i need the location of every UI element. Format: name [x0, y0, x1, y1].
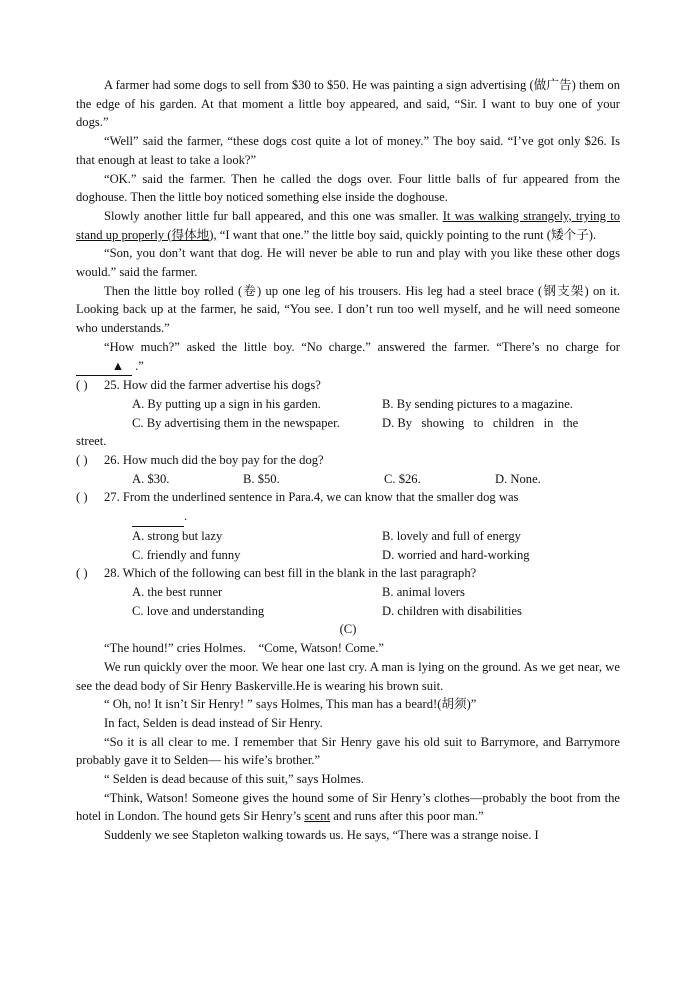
underlined-word: scent: [304, 809, 331, 824]
option-d: D. worried and hard-working: [382, 547, 530, 562]
answer-bracket: ( ): [76, 378, 88, 393]
text: Slowly another little fur ball appeared, and this one was smaller.: [104, 208, 443, 223]
period: .: [184, 509, 188, 524]
option-d: D. children with disabilities: [382, 603, 522, 618]
option-c: C. $26.: [384, 471, 421, 486]
answer-blank: ▲: [76, 357, 132, 377]
answer-bracket: ( ): [76, 453, 88, 468]
text: .”: [132, 358, 144, 373]
option-b: B. lovely and full of energy: [382, 528, 521, 543]
question-stem: 27. From the underlined sentence in Para.4, we can know that the smaller dog was: [104, 490, 519, 505]
paragraph: “ Oh, no! It isn’t Sir Henry! ” says Holmes, This man has a beard!(胡须)”: [104, 697, 477, 712]
underlined-sentence: It was walking strangely, trying to stand up properly (得体地),: [76, 208, 620, 242]
paragraph: “ Selden is dead because of this suit,” says Holmes.: [104, 772, 364, 787]
options-row: [76, 414, 620, 433]
text: “How much?” asked the little boy. “No charge.” answered the farmer. “There’s no charge for: [104, 339, 620, 354]
paragraph: [76, 338, 620, 376]
paragraph: “The hound!” cries Holmes. “Come, Watson! Come.”: [104, 641, 384, 656]
options-row: [76, 546, 620, 565]
option-d: D. None.: [495, 471, 541, 486]
question-25: [76, 376, 620, 395]
text: “Think, Watson! Someone gives the hound some of Sir Henry’s clothes—probably the boot from the hotel in London. The hound gets Sir Henry’s: [76, 790, 620, 824]
answer-bracket: ( ): [76, 566, 88, 581]
paragraph: [76, 789, 620, 826]
options-row: [76, 395, 620, 414]
question-stem: 25. How did the farmer advertise his dogs?: [104, 378, 321, 393]
option-d-wrap: street.: [76, 434, 107, 449]
paragraph: “OK.” said the farmer. Then he called the dogs over. Four little balls of fur appeared from the doghouse. Then the little boy noticed something else inside the doghouse.: [76, 171, 620, 205]
paragraph: We run quickly over the moor. We hear one last cry. A man is lying on the ground. As we get near, we see the dead body of Sir Henry Baskerville.He is wearing his brown suit.: [76, 659, 620, 693]
option-a: A. $30.: [132, 471, 170, 486]
option-a: A. strong but lazy: [132, 528, 223, 543]
option-c: C. love and understanding: [132, 603, 265, 618]
option-d: D. By showing to children in the: [382, 415, 579, 430]
paragraph: A farmer had some dogs to sell from $30 to $50. He was painting a sign advertising (做广告) them on the edge of his garden. At that moment a little boy appeared, and said, “Sir. I want to buy one of your dogs.”: [76, 78, 620, 130]
options-row: [76, 602, 620, 621]
text: “I want that one.” the little boy said, quickly pointing to the runt (矮个子).: [216, 227, 597, 242]
section-heading: (C): [339, 622, 357, 637]
question-27: [76, 488, 620, 507]
paragraph: [76, 207, 620, 244]
question-stem: 28. Which of the following can best fill in the blank in the last paragraph?: [104, 566, 477, 581]
paragraph: “Well” said the farmer, “these dogs cost quite a lot of money.” The boy said. “I’ve got only $26. Is that enough at least to take a look?”: [76, 134, 620, 167]
option-a: A. By putting up a sign in his garden.: [132, 396, 321, 411]
option-c: C. By advertising them in the newspaper.: [132, 415, 340, 430]
text: and runs after this poor man.”: [330, 809, 484, 824]
question-26: [76, 451, 620, 470]
document-page: [76, 76, 620, 845]
options-row: [76, 527, 620, 546]
options-row: [76, 583, 620, 602]
blank-line: [76, 507, 620, 527]
question-28: [76, 564, 620, 583]
paragraph: In fact, Selden is dead instead of Sir Henry.: [104, 715, 323, 730]
option-b: B. By sending pictures to a magazine.: [382, 396, 573, 411]
option-b: B. animal lovers: [382, 584, 465, 599]
paragraph: Suddenly we see Stapleton walking towards us. He says, “There was a strange noise. I: [104, 828, 539, 843]
answer-blank: [132, 507, 184, 527]
paragraph: “So it is all clear to me. I remember that Sir Henry gave his old suit to Barrymore, and Barrymore probably gave it to Selden— his wife’s brother.”: [76, 734, 620, 768]
paragraph: Then the little boy rolled (卷) up one leg of his trousers. His leg had a steel brace (钢支架) on it. Looking back up at the farmer, he said, “You see. I don’t run too well myself, and he will need someone who understands.”: [76, 283, 620, 336]
answer-bracket: ( ): [76, 490, 88, 505]
option-a: A. the best runner: [132, 584, 223, 599]
options-row: [76, 470, 620, 489]
option-b: B. $50.: [243, 471, 280, 486]
paragraph: “Son, you don’t want that dog. He will never be able to run and play with you like these other dogs would.” said the farmer.: [76, 246, 620, 280]
option-c: C. friendly and funny: [132, 547, 241, 562]
question-stem: 26. How much did the boy pay for the dog?: [104, 453, 324, 468]
